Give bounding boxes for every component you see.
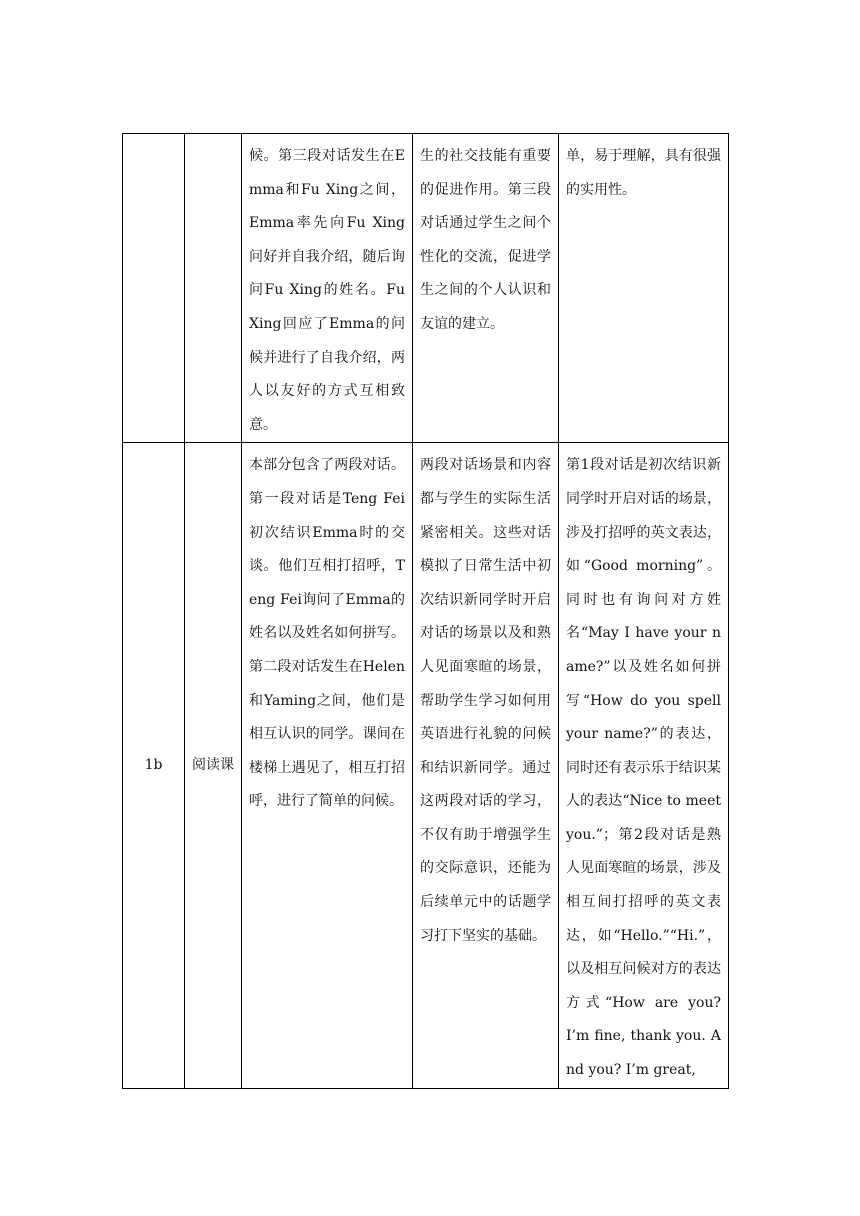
meaning-cell: 生的社交技能有重要的促进作用。第三段对话通过学生之间个性化的交流，促进学生之间的个人认识和友谊的建立。 (413, 134, 559, 443)
content-cell: 候。第三段对话发生在Emma和Fu Xing之间，Emma率先向Fu Xing问好并自我介绍，随后询问Fu Xing的姓名。Fu Xing回应了Emma的问候并进行了自我介绍，两人以友好的方式互相致意。 (242, 134, 413, 443)
table-row (123, 134, 729, 443)
lesson-analysis-table (122, 133, 729, 1089)
language-cell: 单，易于理解，具有很强的实用性。 (559, 134, 729, 443)
meaning-cell: 两段对话场景和内容都与学生的实际生活紧密相关。这些对话模拟了日常生活中初次结识新同学时开启对话的场景以及和熟人见面寒暄的场景，帮助学生学习如何用英语进行礼貌的问候和结识新同学。通过这两段对话的学习，不仅有助于增强学生的交际意识，还能为后续单元中的话题学习打下坚实的基础。 (413, 443, 559, 1088)
section-cell (123, 443, 185, 1088)
table-row (123, 443, 729, 1088)
section-cell (123, 134, 185, 443)
lesson-type-cell (185, 134, 242, 443)
lesson-type-cell (185, 443, 242, 1088)
content-cell: 本部分包含了两段对话。第一段对话是Teng Fei初次结识Emma时的交谈。他们互相打招呼，Teng Fei询问了Emma的姓名以及姓名如何拼写。第二段对话发生在Helen和Yaming之间，他们是相互认识的同学。课间在楼梯上遇见了，相互打招呼，进行了简单的问候。 (242, 443, 413, 1088)
section-label: 1b (144, 756, 163, 773)
lesson-type-label: 阅读课 (192, 757, 234, 774)
language-cell: 第1段对话是初次结识新同学时开启对话的场景，涉及打招呼的英文表达，如“Good morning”。同时也有询问对方姓名“May I have your name?”以及姓名如何拼写“How do you spell your name?”的表达，同时还有表示乐于结识某人的表达“Nice to meet you.”；第2段对话是熟人见面寒暄的场景，涉及相互间打招呼的英文表达，如“Hello.”“Hi.”，以及相互问候对方的表达方式“How are you? I’m fine, thank you. And you? I’m great, (559, 443, 729, 1088)
